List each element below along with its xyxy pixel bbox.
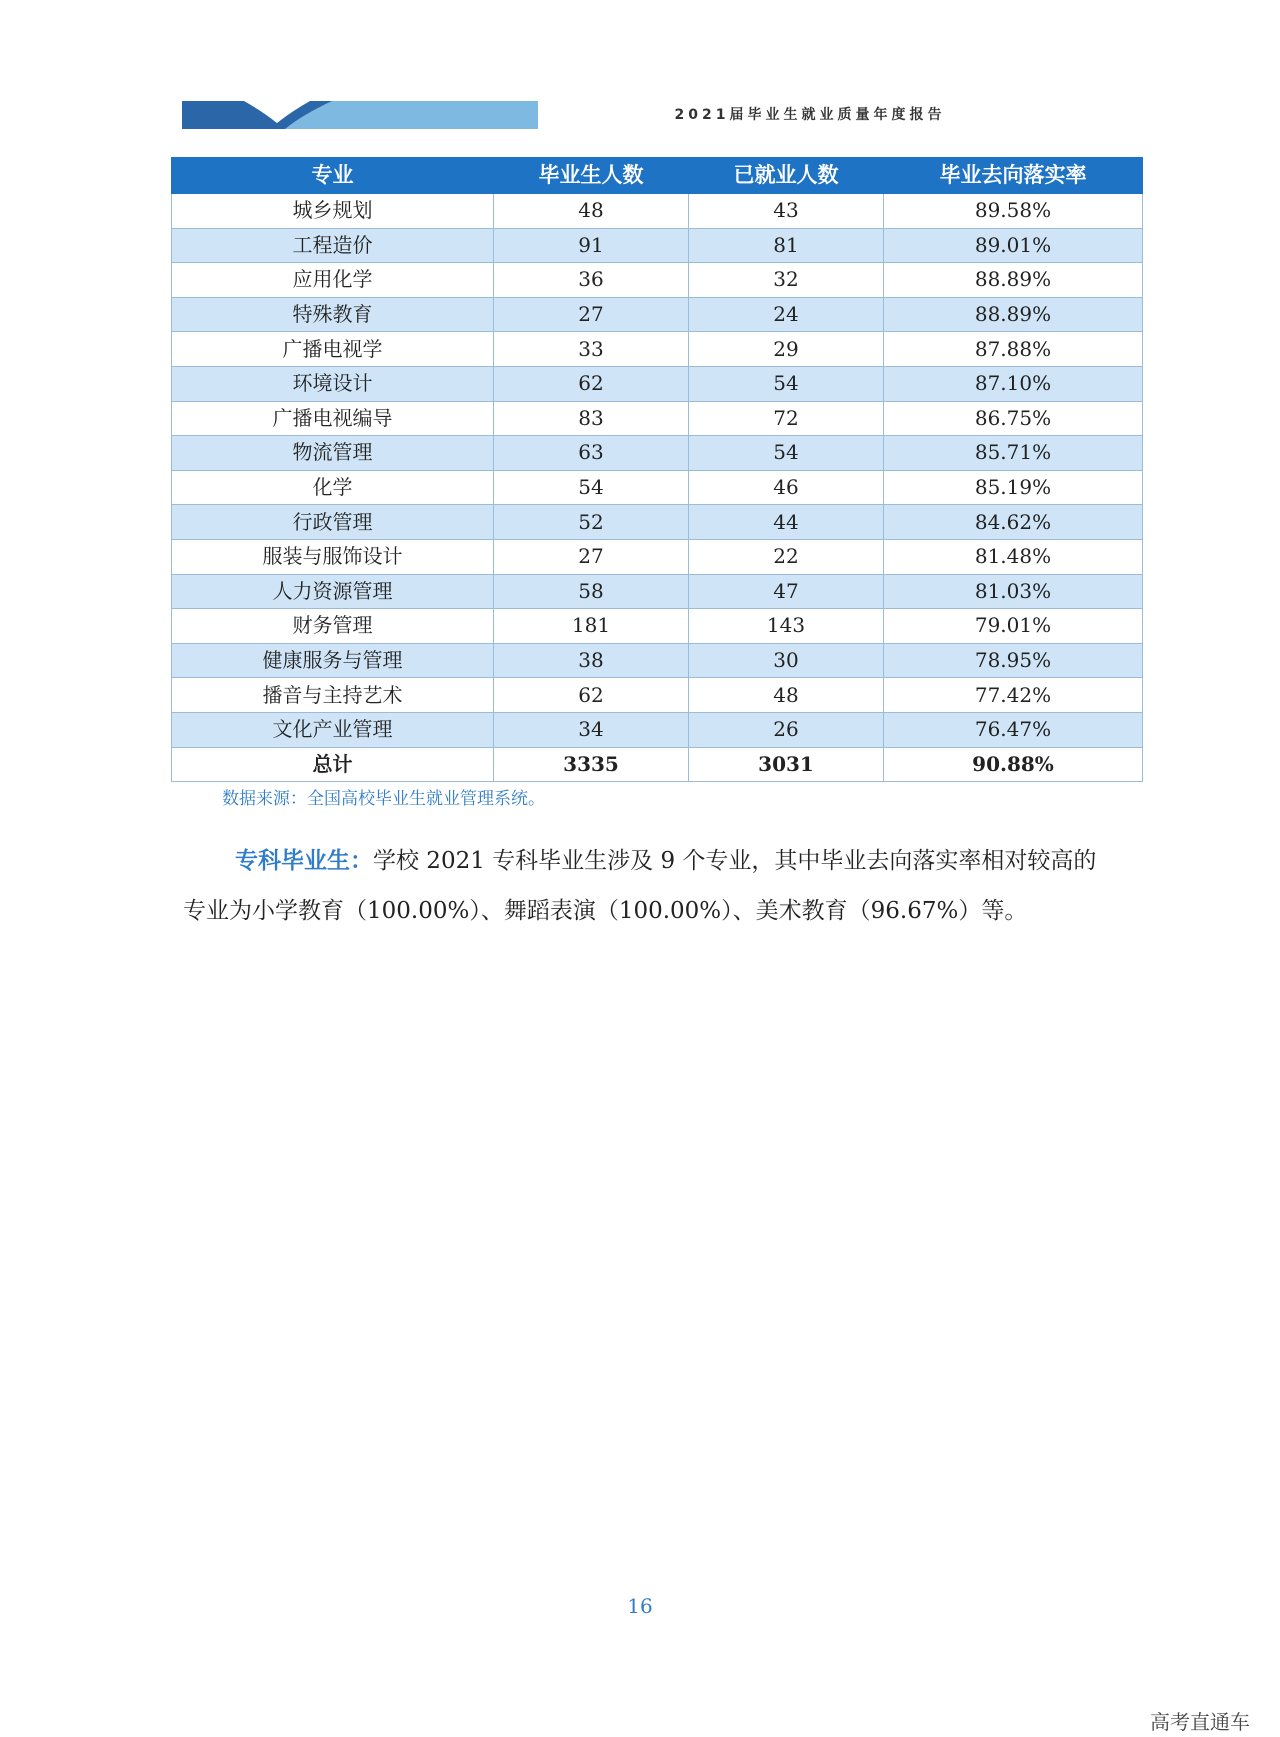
- cell-graduates: 91: [494, 228, 689, 263]
- paragraph-body: 学校 2021 专科毕业生涉及 9 个专业，其中毕业去向落实率相对较高的专业为小学教育（100.00%）、舞蹈表演（100.00%）、美术教育（96.67%）等。: [183, 848, 1097, 924]
- cell-rate: 78.95%: [884, 643, 1143, 678]
- cell-major: 人力资源管理: [172, 574, 494, 609]
- cell-employed: 30: [689, 643, 884, 678]
- cell-graduates: 27: [494, 297, 689, 332]
- cell-graduates: 62: [494, 366, 689, 401]
- table-row: [172, 678, 1143, 713]
- total-graduates: 3335: [494, 747, 689, 782]
- column-header-graduates: 毕业生人数: [494, 158, 689, 194]
- table-row: [172, 401, 1143, 436]
- cell-employed: 26: [689, 712, 884, 747]
- cell-major: 广播电视编导: [172, 401, 494, 436]
- cell-major: 文化产业管理: [172, 712, 494, 747]
- column-header-rate: 毕业去向落实率: [884, 158, 1143, 194]
- cell-employed: 22: [689, 539, 884, 574]
- cell-employed: 54: [689, 436, 884, 471]
- cell-graduates: 54: [494, 470, 689, 505]
- report-header-title: 2021届毕业生就业质量年度报告: [674, 107, 946, 123]
- cell-employed: 24: [689, 297, 884, 332]
- data-source-note: 数据来源：全国高校毕业生就业管理系统。: [222, 789, 545, 809]
- cell-major: 财务管理: [172, 609, 494, 644]
- table-row: [172, 332, 1143, 367]
- cell-major: 化学: [172, 470, 494, 505]
- cell-rate: 84.62%: [884, 505, 1143, 540]
- cell-graduates: 36: [494, 263, 689, 298]
- cell-employed: 32: [689, 263, 884, 298]
- table-row: [172, 228, 1143, 263]
- cell-rate: 89.58%: [884, 194, 1143, 229]
- cell-major: 物流管理: [172, 436, 494, 471]
- table-row: [172, 194, 1143, 229]
- cell-major: 健康服务与管理: [172, 643, 494, 678]
- table-row: [172, 574, 1143, 609]
- cell-major: 工程造价: [172, 228, 494, 263]
- cell-employed: 48: [689, 678, 884, 713]
- cell-rate: 88.89%: [884, 263, 1143, 298]
- column-header-employed: 已就业人数: [689, 158, 884, 194]
- cell-graduates: 38: [494, 643, 689, 678]
- cell-graduates: 63: [494, 436, 689, 471]
- paragraph-lead-label: 专科毕业生：: [235, 848, 373, 874]
- table-row: [172, 470, 1143, 505]
- cell-graduates: 181: [494, 609, 689, 644]
- cell-rate: 85.71%: [884, 436, 1143, 471]
- cell-graduates: 83: [494, 401, 689, 436]
- cell-employed: 72: [689, 401, 884, 436]
- cell-rate: 87.88%: [884, 332, 1143, 367]
- cell-major: 行政管理: [172, 505, 494, 540]
- cell-employed: 43: [689, 194, 884, 229]
- table-row: [172, 505, 1143, 540]
- cell-employed: 143: [689, 609, 884, 644]
- cell-employed: 46: [689, 470, 884, 505]
- cell-rate: 81.03%: [884, 574, 1143, 609]
- cell-employed: 54: [689, 366, 884, 401]
- cell-graduates: 34: [494, 712, 689, 747]
- cell-rate: 76.47%: [884, 712, 1143, 747]
- cell-graduates: 33: [494, 332, 689, 367]
- cell-major: 环境设计: [172, 366, 494, 401]
- cell-rate: 79.01%: [884, 609, 1143, 644]
- header-banner-logo: [182, 101, 538, 129]
- cell-rate: 81.48%: [884, 539, 1143, 574]
- column-header-major: 专业: [172, 158, 494, 194]
- total-employed: 3031: [689, 747, 884, 782]
- total-label: 总计: [172, 747, 494, 782]
- cell-rate: 87.10%: [884, 366, 1143, 401]
- cell-employed: 81: [689, 228, 884, 263]
- table-total-row: [172, 747, 1143, 782]
- cell-graduates: 62: [494, 678, 689, 713]
- table-row: [172, 712, 1143, 747]
- page-number: 16: [627, 1594, 653, 1618]
- table-row: [172, 643, 1143, 678]
- cell-employed: 44: [689, 505, 884, 540]
- cell-major: 广播电视学: [172, 332, 494, 367]
- table-row: [172, 609, 1143, 644]
- cell-rate: 77.42%: [884, 678, 1143, 713]
- employment-rate-table: [171, 157, 1143, 782]
- cell-rate: 89.01%: [884, 228, 1143, 263]
- table-row: [172, 263, 1143, 298]
- cell-major: 服装与服饰设计: [172, 539, 494, 574]
- cell-rate: 85.19%: [884, 470, 1143, 505]
- cell-graduates: 27: [494, 539, 689, 574]
- cell-graduates: 52: [494, 505, 689, 540]
- cell-graduates: 58: [494, 574, 689, 609]
- cell-major: 城乡规划: [172, 194, 494, 229]
- watermark-text: 高考直通车: [1150, 1710, 1250, 1734]
- cell-rate: 88.89%: [884, 297, 1143, 332]
- cell-employed: 47: [689, 574, 884, 609]
- summary-paragraph: [183, 836, 1113, 936]
- total-rate: 90.88%: [884, 747, 1143, 782]
- cell-rate: 86.75%: [884, 401, 1143, 436]
- cell-graduates: 48: [494, 194, 689, 229]
- cell-major: 播音与主持艺术: [172, 678, 494, 713]
- table-row: [172, 297, 1143, 332]
- table-row: [172, 366, 1143, 401]
- table-row: [172, 539, 1143, 574]
- table-body: [172, 194, 1143, 782]
- table-row: [172, 436, 1143, 471]
- cell-employed: 29: [689, 332, 884, 367]
- table-header-row: [172, 158, 1143, 194]
- cell-major: 特殊教育: [172, 297, 494, 332]
- cell-major: 应用化学: [172, 263, 494, 298]
